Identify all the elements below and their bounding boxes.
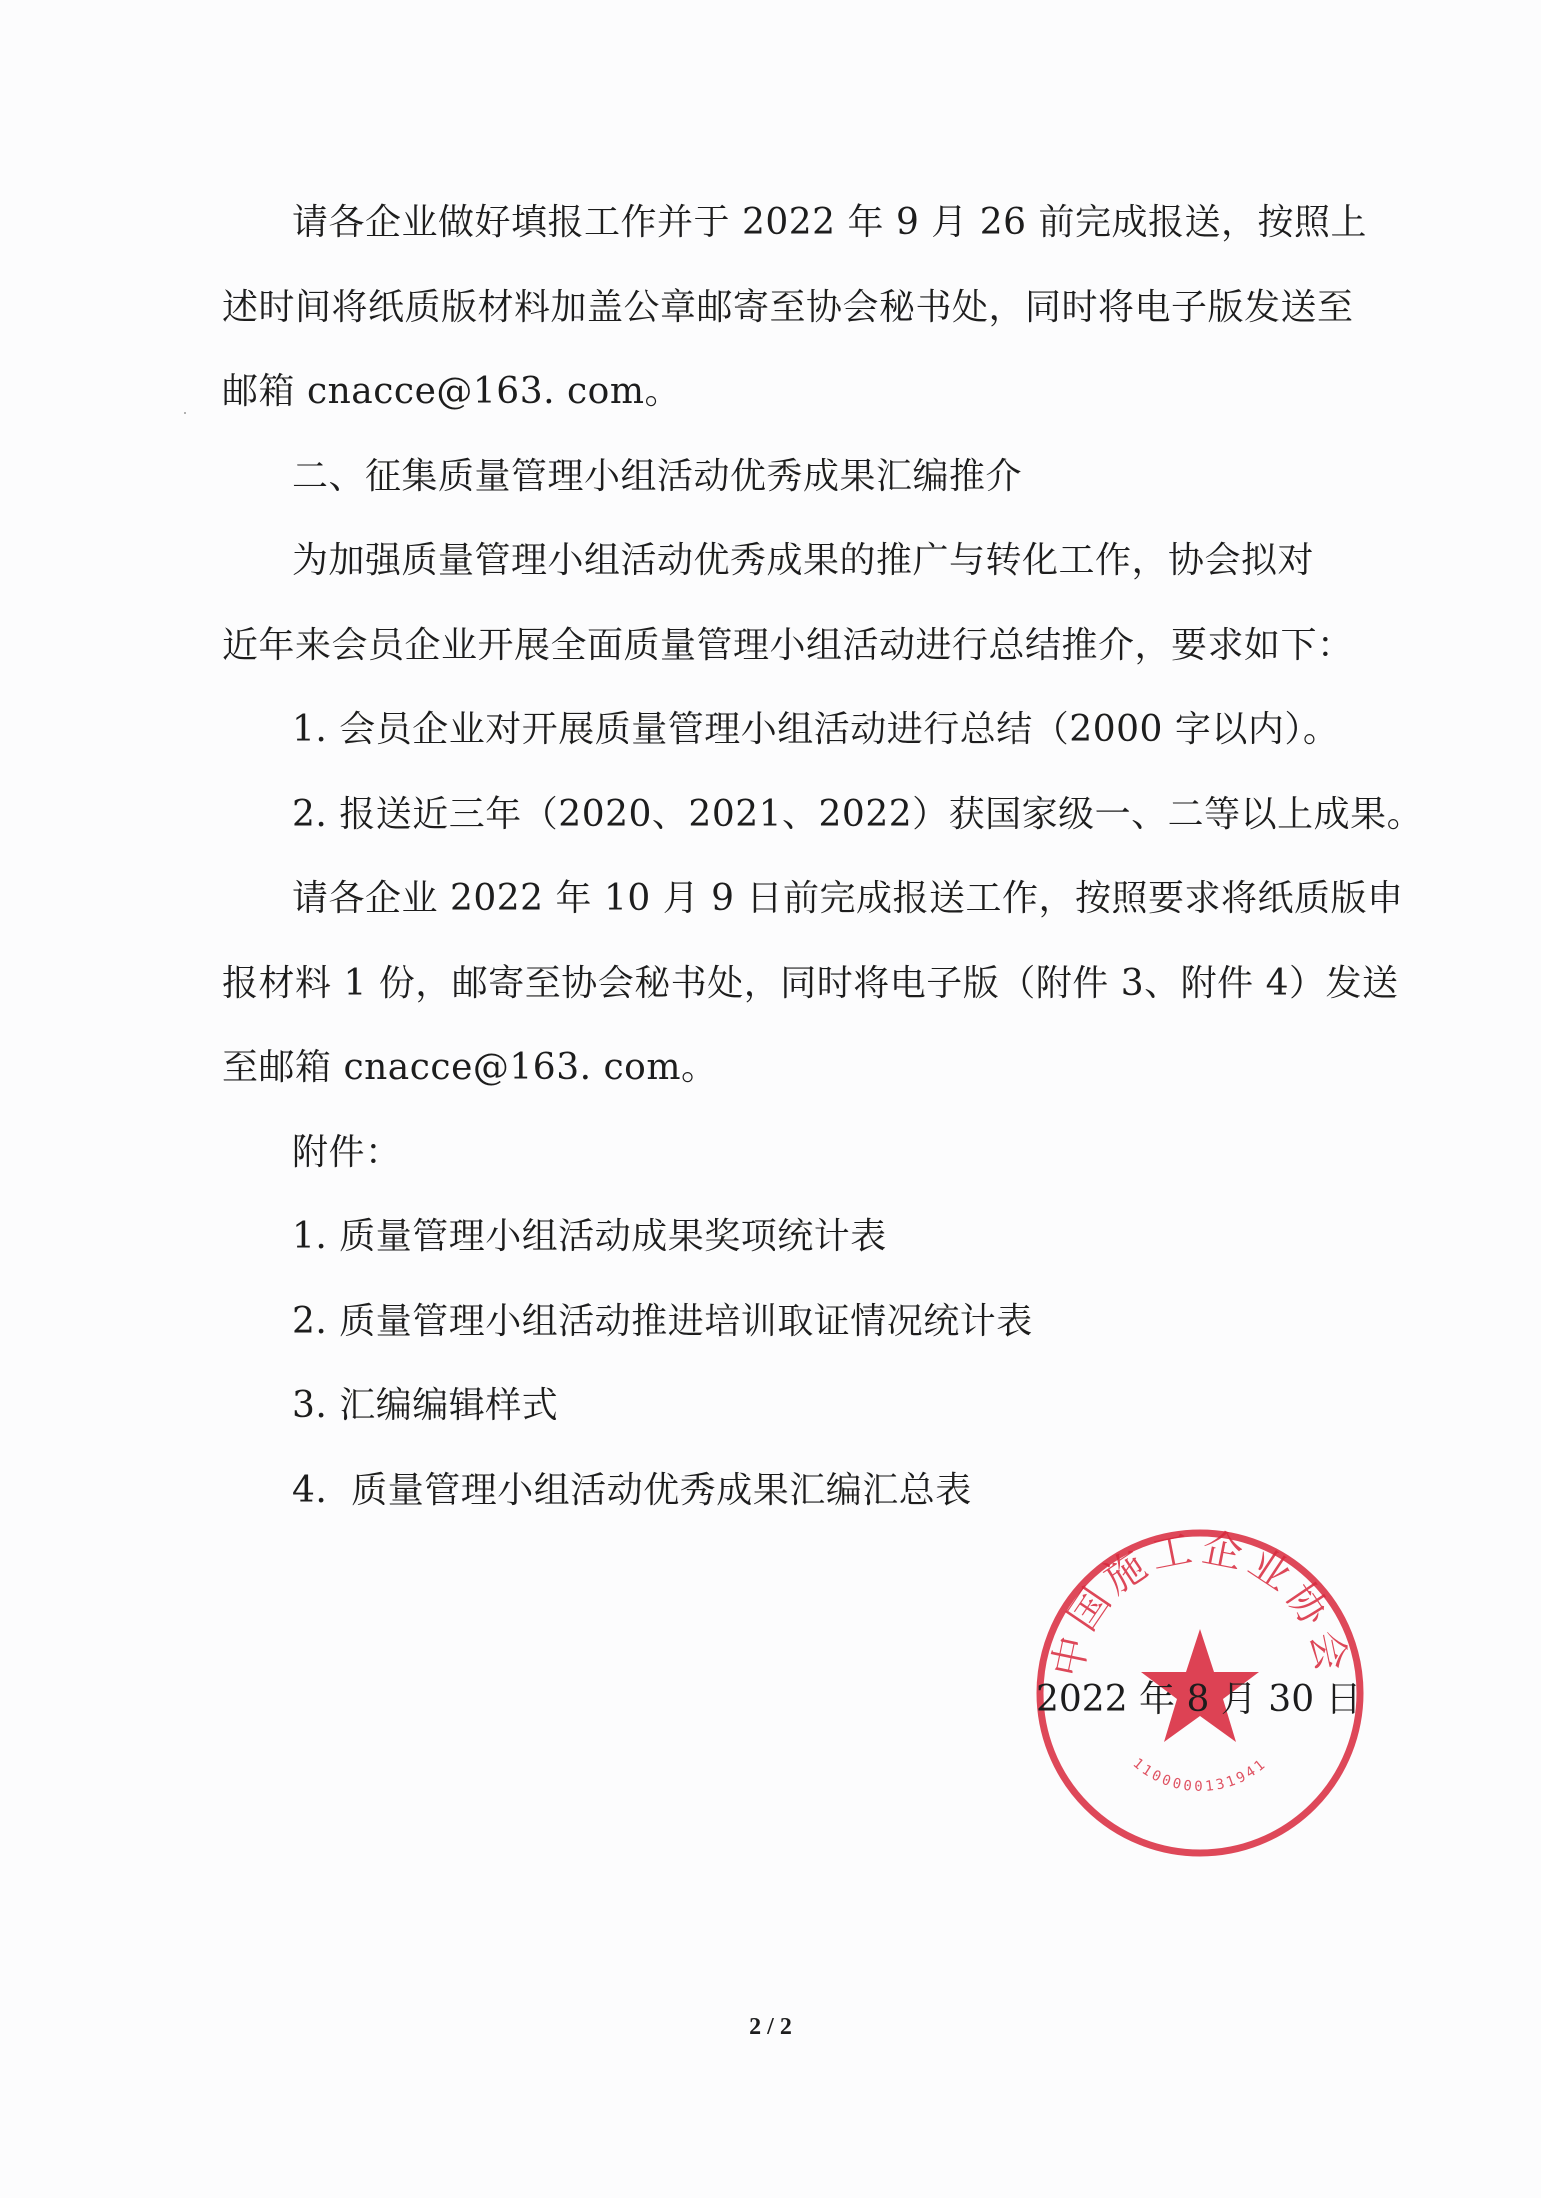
attachment-item: 1. 质量管理小组活动成果奖项统计表 xyxy=(292,1216,887,1257)
paragraph-line: 至邮箱 cnacce@163. com。 xyxy=(222,1047,718,1088)
paragraph-line: 请各企业 2022 年 10 月 9 日前完成报送工作，按照要求将纸质版申 xyxy=(292,878,1404,919)
requirement-item: 1. 会员企业对开展质量管理小组活动进行总结（2000 字以内）。 xyxy=(292,709,1340,750)
document-date: 2022 年 8 月 30 日 xyxy=(1036,1679,1362,1720)
paragraph-line: 述时间将纸质版材料加盖公章邮寄至协会秘书处，同时将电子版发送至 xyxy=(222,287,1354,328)
attachment-item: 4. 质量管理小组活动优秀成果汇编汇总表 xyxy=(292,1470,972,1511)
paragraph-line: 邮箱 cnacce@163. com。 xyxy=(222,371,681,412)
attachment-item: 3. 汇编编辑样式 xyxy=(292,1385,559,1426)
paragraph-line: 报材料 1 份，邮寄至协会秘书处，同时将电子版（附件 3、附件 4）发送 xyxy=(222,963,1399,1004)
paragraph-line: 请各企业做好填报工作并于 2022 年 9 月 26 前完成报送，按照上 xyxy=(292,202,1367,243)
requirement-item: 2. 报送近三年（2020、2021、2022）获国家级一、二等以上成果。 xyxy=(292,794,1424,835)
seal-code: 1100000131941 xyxy=(1129,1755,1271,1795)
page-number: 2 / 2 xyxy=(749,2014,792,2040)
paragraph-line: 为加强质量管理小组活动优秀成果的推广与转化工作，协会拟对 xyxy=(292,540,1315,581)
paragraph-line: 近年来会员企业开展全面质量管理小组活动进行总结推介，要求如下： xyxy=(222,625,1354,666)
attachments-heading: 附件： xyxy=(292,1132,402,1173)
attachment-item: 2. 质量管理小组活动推进培训取证情况统计表 xyxy=(292,1301,1033,1342)
scan-speck xyxy=(184,412,186,414)
section-heading: 二、征集质量管理小组活动优秀成果汇编推介 xyxy=(292,456,1023,497)
seal-org-name: 中国施工企业协会 xyxy=(1044,1524,1356,1682)
